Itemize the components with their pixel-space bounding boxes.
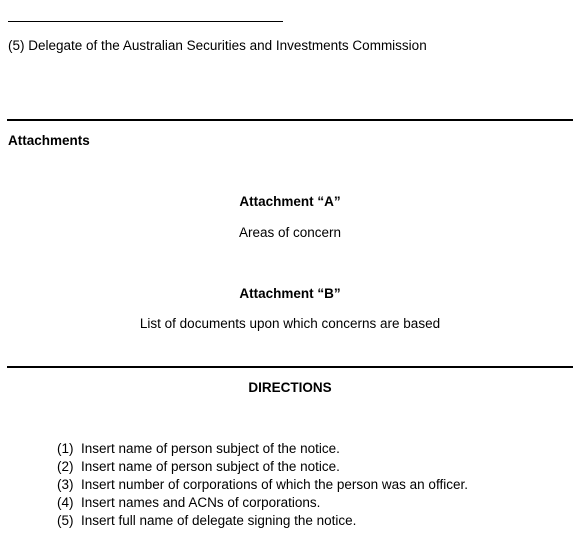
direction-item xyxy=(57,476,468,494)
direction-number: (5) xyxy=(57,513,74,528)
directions-heading: DIRECTIONS xyxy=(248,380,332,395)
direction-text: Insert name of person subject of the notice. xyxy=(81,459,340,474)
direction-text: Insert number of corporations of which the person was an officer. xyxy=(81,477,468,492)
attachment-a-title: Attachment “A” xyxy=(239,194,341,209)
direction-number: (1) xyxy=(57,441,74,456)
direction-item xyxy=(57,512,468,530)
direction-number: (3) xyxy=(57,477,74,492)
direction-number: (4) xyxy=(57,495,74,510)
attachments-heading: Attachments xyxy=(8,133,90,148)
attachment-a-description: Areas of concern xyxy=(238,225,342,240)
direction-item xyxy=(57,440,468,458)
direction-text: Insert name of person subject of the notice. xyxy=(81,441,340,456)
direction-item xyxy=(57,494,468,512)
section-divider-attachments xyxy=(7,119,573,121)
attachment-b-title: Attachment “B” xyxy=(239,286,341,301)
signature-line xyxy=(8,21,283,22)
direction-number: (2) xyxy=(57,459,74,474)
direction-text: Insert full name of delegate signing the notice. xyxy=(81,513,357,528)
direction-text: Insert names and ACNs of corporations. xyxy=(81,495,321,510)
directions-list xyxy=(57,440,468,530)
direction-item xyxy=(57,458,468,476)
attachment-b-description: List of documents upon which concerns are based xyxy=(139,316,441,331)
section-divider-directions xyxy=(7,366,573,368)
delegate-caption: (5) Delegate of the Australian Securities and Investments Commission xyxy=(8,38,427,53)
